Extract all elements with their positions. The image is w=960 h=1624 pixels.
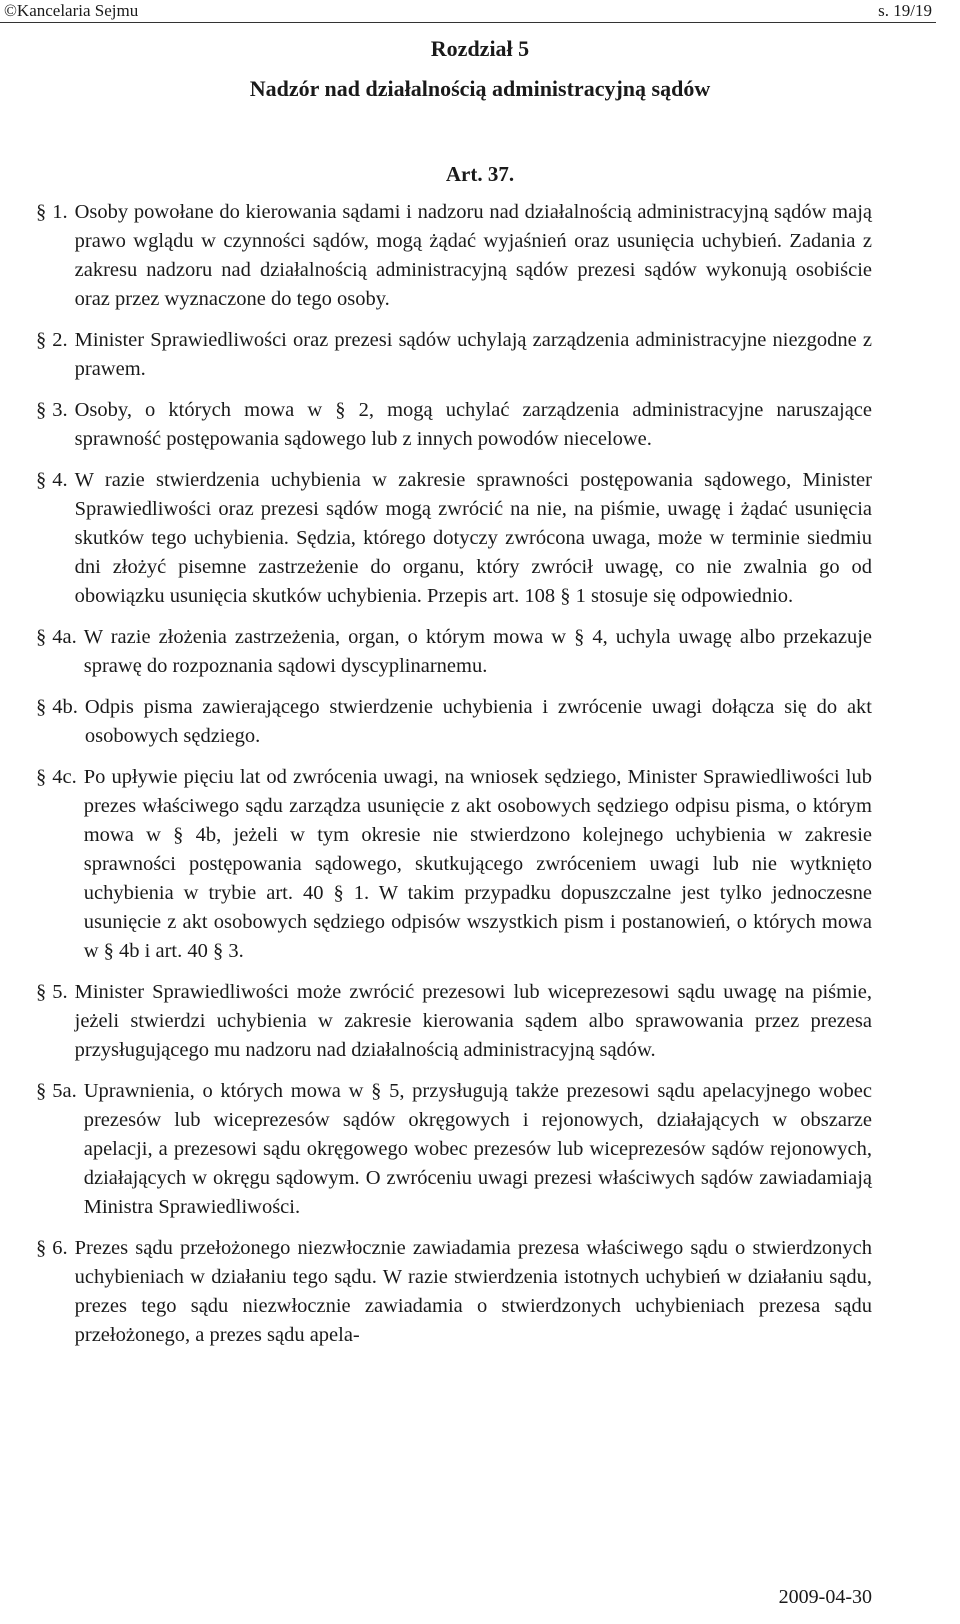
paragraph-text: Po upływie pięciu lat od zwrócenia uwagi, na wniosek sędziego, Minister Sprawiedliwości lub prezes właściwego sądu zarządza usunięcie z akt osobowych sędziego odpisu pisma, o którym mowa w § 4b, jeżeli w tym okresie nie stwierdzono kolejnego uchybienia w zakresie sprawności postępowania sądowego, skutkującego zwróceniem uwagi lub nie wytknięto uchybienia w trybie art. 40 § 1. W takim przypadku dopuszczalne jest tylko jednoczesne usunięcie z akt osobowych sędziego odpisów wszystkich pism i postanowień, o których mowa w § 4b i art. 40 § 3. — [83, 766, 872, 962]
paragraph-marker: § 4a. — [36, 626, 77, 648]
chapter-title: Nadzór nad działalnością administracyjną sądów — [249, 76, 711, 101]
paragraph-marker: § 2. — [36, 329, 68, 351]
article-body — [36, 198, 872, 1362]
paragraph-marker: § 3. — [36, 399, 68, 421]
paragraph-marker: § 5. — [36, 981, 68, 1003]
page-number: s. 19/19 — [878, 1, 932, 20]
paragraph-marker: § 4. — [36, 469, 68, 491]
paragraph-marker: § 4b. — [36, 696, 78, 718]
paragraph — [36, 623, 872, 681]
paragraph-text: W razie złożenia zastrzeżenia, organ, o którym mowa w § 4, uchyla uwagę albo przekazuje sprawę do rozpoznania sądowi dyscyplinarnemu. — [83, 626, 872, 677]
paragraph — [36, 693, 872, 751]
paragraph-text: W razie stwierdzenia uchybienia w zakresie sprawności postępowania sądowego, Minister Sprawiedliwości oraz prezesi sądów mogą zwrócić na nie, na piśmie, uwagę i żądać usunięcia skutków tego uchybienia. Sędzia, którego dotyczy zwrócona uwaga, może w terminie siedmiu dni złożyć pisemne zastrzeżenie do organu, który zwrócił uwagę, co nie zwalnia go od obowiązku usunięcia skutków uchybienia. Przepis art. 108 § 1 stosuje się odpowiednio. — [74, 469, 872, 607]
source-label: ©Kancelaria Sejmu — [4, 1, 139, 20]
paragraph — [36, 763, 872, 966]
article-heading: Art. 37. — [445, 162, 515, 186]
paragraph-text: Odpis pisma zawierającego stwierdzenie uchybienia i zwrócenie uwagi dołącza się do akt osobowych sędziego. — [84, 696, 872, 747]
chapter-label: Rozdział 5 — [430, 36, 530, 61]
paragraph — [36, 1077, 872, 1222]
paragraph — [36, 396, 872, 454]
footer-date: 2009-04-30 — [778, 1586, 872, 1608]
paragraph — [36, 326, 872, 384]
paragraph — [36, 198, 872, 314]
header-rule — [0, 22, 936, 23]
page-header — [0, 0, 960, 28]
paragraph-text: Minister Sprawiedliwości oraz prezesi sądów uchylają zarządzenia administracyjne niezgodne z prawem. — [74, 329, 872, 380]
paragraph-text: Uprawnienia, o których mowa w § 5, przysługują także prezesowi sądu apelacyjnego wobec prezesów lub wiceprezesów sądów okręgowych i rejonowych, działających w obszarze apelacji, a prezesowi sądu okręgowego wobec prezesów lub wiceprezesów sądów rejonowych, działających w okręgu sądowym. O zwróceniu uwagi prezesi właściwych sądów zawiadamiają Ministra Sprawiedliwości. — [83, 1080, 872, 1218]
paragraph-text: Osoby powołane do kierowania sądami i nadzoru nad działalnością administracyjną sądów mają prawo wglądu w czynności sądów, mogą żądać wyjaśnień oraz usunięcia uchybień. Zadania z zakresu nadzoru nad działalnością administracyjną sądów prezesi sądów wykonują osobiście oraz przez wyznaczone do tego osoby. — [74, 201, 872, 310]
paragraph-marker: § 1. — [36, 201, 68, 223]
paragraph-text: Osoby, o których mowa w § 2, mogą uchylać zarządzenia administracyjne naruszające sprawność postępowania sądowego lub z innych powodów niecelowe. — [74, 399, 872, 450]
paragraph — [36, 466, 872, 611]
paragraph-marker: § 4c. — [36, 766, 77, 788]
paragraph-marker: § 5a. — [36, 1080, 77, 1102]
paragraph-text: Minister Sprawiedliwości może zwrócić prezesowi lub wiceprezesowi sądu uwagę na piśmie, jeżeli stwierdzi uchybienia w zakresie kierowania sądem albo sprawowania przez prezesa przysługującego mu nadzoru nad działalnością administracyjną sądów. — [74, 981, 872, 1061]
paragraph — [36, 978, 872, 1065]
paragraph — [36, 1234, 872, 1350]
paragraph-text: Prezes sądu przełożonego niezwłocznie zawiadamia prezesa właściwego sądu o stwierdzonych uchybieniach w działaniu tego sądu. W razie stwierdzenia istotnych uchybień w działaniu sądu, prezes tego sądu niezwłocznie zawiadamia o stwierdzonych uchybieniach prezesa sądu przełożonego, a prezes sądu apela- — [74, 1237, 872, 1346]
paragraph-marker: § 6. — [36, 1237, 68, 1259]
